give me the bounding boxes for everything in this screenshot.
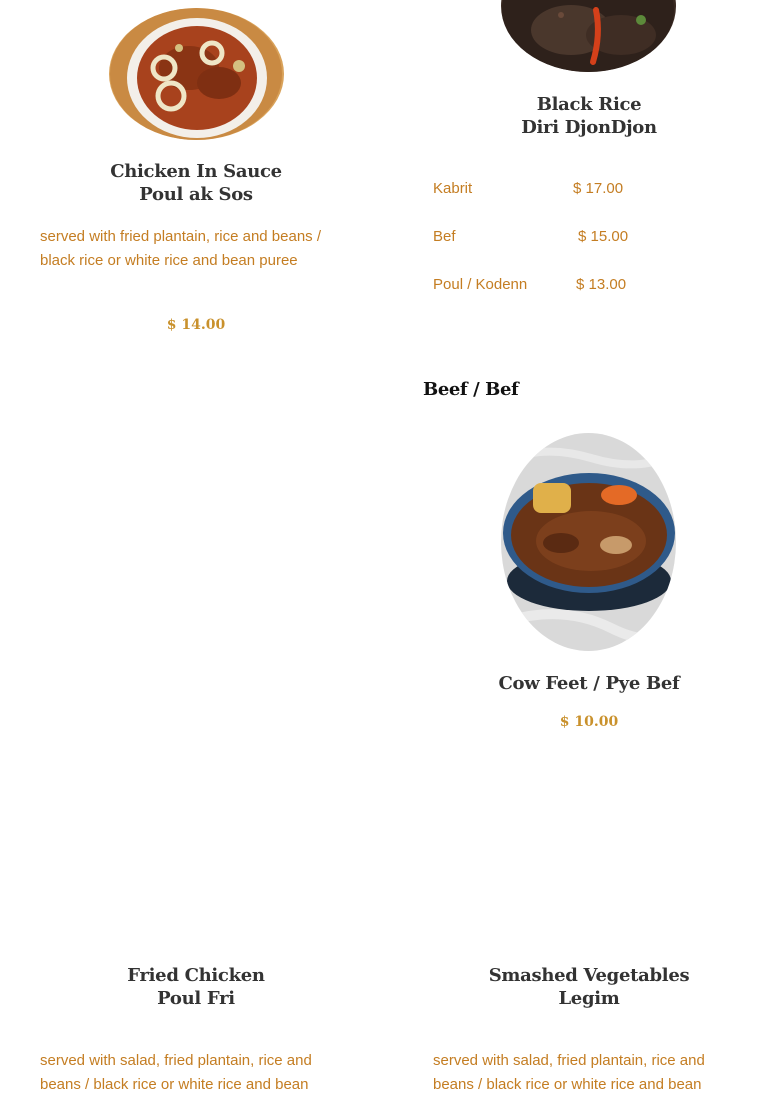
black-rice-photo bbox=[501, 0, 676, 72]
cow-feet-title: Cow Feet / Pye Bef bbox=[498, 673, 680, 694]
fried-chicken-title-line2: Poul Fri bbox=[157, 988, 235, 1009]
fried-chicken-title-line1: Fried Chicken bbox=[127, 965, 265, 986]
option-name: Poul / Kodenn bbox=[433, 276, 528, 293]
black-rice-option-kabrit bbox=[433, 179, 683, 199]
chicken-in-sauce-photo bbox=[109, 8, 284, 140]
black-rice-option-poul-kodenn bbox=[433, 275, 683, 295]
black-rice-image bbox=[501, 0, 676, 72]
fried-chicken-description: served with salad, fried plantain, rice and beans / black rice or white rice and bean bbox=[40, 1052, 312, 1093]
cow-feet-stew-photo bbox=[501, 433, 676, 651]
chicken-in-sauce-title-line2: Poul ak Sos bbox=[139, 184, 253, 205]
smashed-vegetables-title-line1: Smashed Vegetables bbox=[488, 965, 690, 986]
chicken-in-sauce-description: served with fried plantain, rice and beans / black rice or white rice and bean puree bbox=[40, 228, 321, 269]
option-price: $ 13.00 bbox=[576, 276, 627, 293]
fried-chicken-title bbox=[40, 964, 352, 1010]
chicken-in-sauce-title-line1: Chicken In Sauce bbox=[110, 161, 282, 182]
chicken-in-sauce-title bbox=[40, 160, 352, 206]
chicken-in-sauce-image bbox=[109, 8, 284, 140]
black-rice-title bbox=[433, 93, 745, 139]
option-price: $ 17.00 bbox=[573, 180, 624, 197]
chicken-in-sauce-price: $ 14.00 bbox=[166, 317, 226, 333]
black-rice-title-line1: Black Rice bbox=[536, 94, 642, 115]
smashed-vegetables-title bbox=[433, 964, 745, 1010]
option-name: Bef bbox=[433, 228, 456, 245]
beef-section-heading: Beef / Bef bbox=[423, 379, 519, 400]
option-name: Kabrit bbox=[433, 180, 473, 197]
smashed-vegetables-title-line2: Legim bbox=[558, 988, 620, 1009]
cow-feet-image bbox=[501, 433, 676, 651]
smashed-vegetables-description: served with salad, fried plantain, rice and beans / black rice or white rice and bean bbox=[433, 1052, 705, 1093]
black-rice-title-line2: Diri DjonDjon bbox=[521, 117, 657, 138]
option-price: $ 15.00 bbox=[578, 228, 629, 245]
cow-feet-price: $ 10.00 bbox=[559, 714, 619, 730]
black-rice-option-bef bbox=[433, 227, 683, 247]
